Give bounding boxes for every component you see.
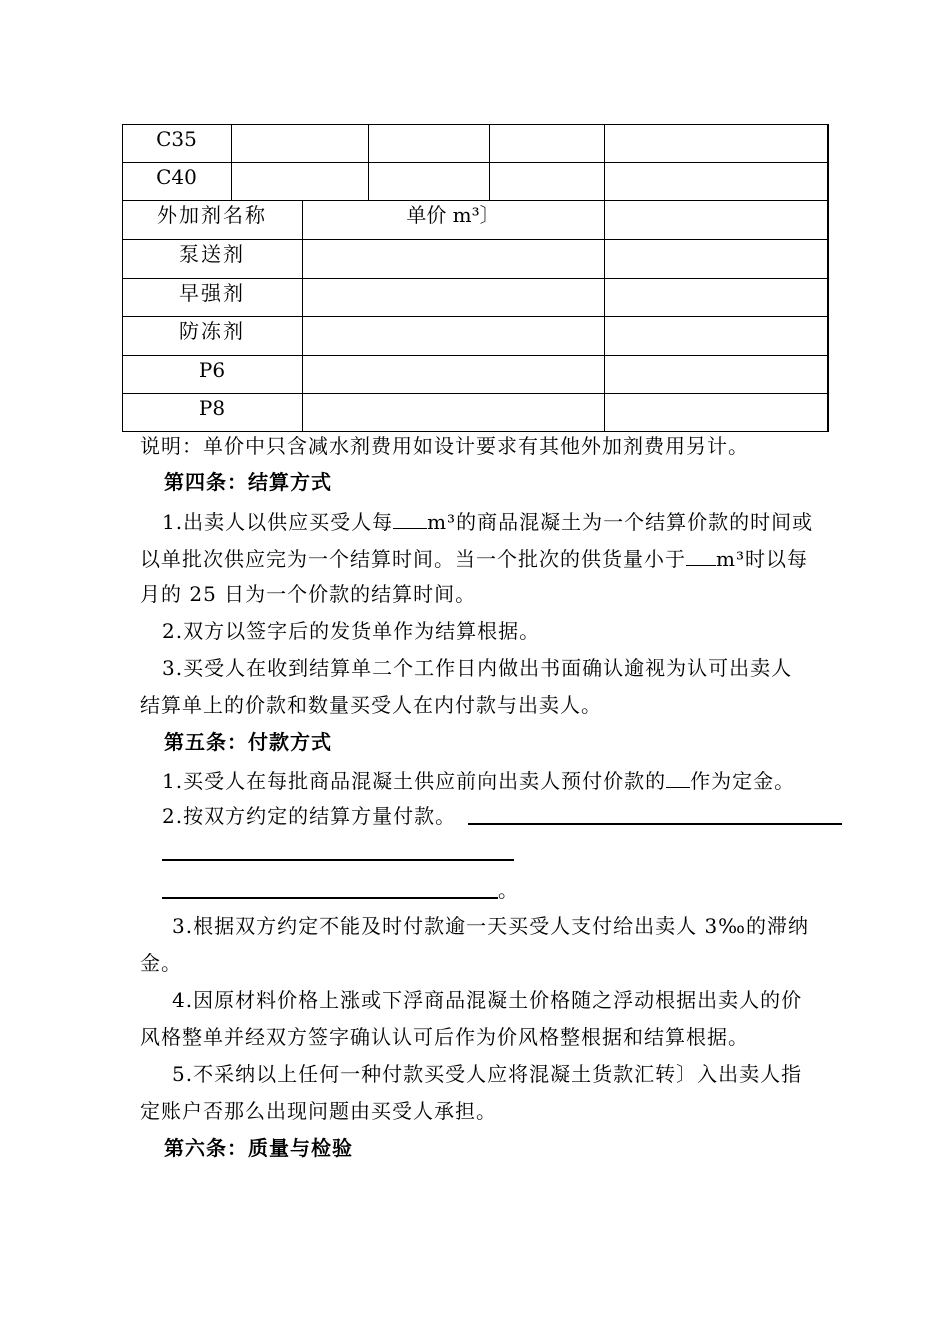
article4-title: 第四条：结算方式 xyxy=(164,470,332,494)
table-rule xyxy=(604,124,605,432)
article5-p3-line1: 3.根据双方约定不能及时付款逾一天买受人支付给出卖人 3‰的滞纳 xyxy=(172,914,809,938)
article5-p4-line1: 4.因原材料价格上涨或下浮商品混凝土价格随之浮动根据出卖人的价 xyxy=(172,988,803,1012)
article4-p1-line1 xyxy=(162,508,813,534)
table-rule xyxy=(122,431,829,432)
additive-cell: P8 xyxy=(198,396,226,420)
table-rule xyxy=(122,393,829,394)
additive-cell: 早强剂 xyxy=(179,281,245,305)
text-segment: 作为定金。 xyxy=(690,769,796,793)
article5-p5-line2: 定账户否那么出现问题由买受人承担。 xyxy=(140,1099,497,1123)
article5-title: 第五条：付款方式 xyxy=(164,730,332,754)
additive-header: 外加剂名称 xyxy=(157,203,267,227)
blank-field[interactable] xyxy=(393,508,427,529)
grade-cell: C35 xyxy=(156,127,197,151)
article4-p3-line1: 3.买受人在收到结算单二个工作日内做出书面确认逾视为认可出卖人 xyxy=(162,656,793,680)
article5-p2-end: 。 xyxy=(498,878,519,902)
table-note: 说明：单价中只含减水剂费用如设计要求有其他外加剂费用另计。 xyxy=(140,434,749,458)
table-rule xyxy=(122,200,829,201)
table-rule xyxy=(489,124,490,201)
additive-cell: 防冻剂 xyxy=(179,319,245,343)
article4-p1-line2 xyxy=(140,545,808,571)
text-segment: 1.买受人在每批商品混凝土供应前向出卖人预付价款的 xyxy=(162,769,667,793)
table-rule xyxy=(122,162,829,163)
additive-cell: 泵送剂 xyxy=(179,242,245,266)
fill-line[interactable] xyxy=(162,897,498,899)
article5-p4-line2: 风格整单并经双方签字确认认可后作为价风格整根据和结算根据。 xyxy=(140,1025,749,1049)
additive-cell: P6 xyxy=(198,358,226,382)
price-header: 单价 m³〕 xyxy=(406,203,500,227)
article5-p3-line2: 金。 xyxy=(140,951,182,975)
table-rule xyxy=(122,278,829,279)
table-rule xyxy=(368,124,369,201)
article5-p1 xyxy=(162,767,795,793)
table-rule xyxy=(122,316,829,317)
table-rule xyxy=(122,239,829,240)
text-segment: 以单批次供应完为一个结算时间。当一个批次的供货量小于 xyxy=(140,547,686,571)
blank-field[interactable] xyxy=(686,545,716,566)
article4-p2: 2.双方以签字后的发货单作为结算根据。 xyxy=(162,619,541,643)
table-rule xyxy=(231,124,232,201)
text-segment: m³时以每 xyxy=(716,547,808,571)
article5-p2: 2.按双方约定的结算方量付款。 xyxy=(162,804,457,828)
fill-line[interactable] xyxy=(162,859,514,861)
table-rule xyxy=(827,124,829,432)
fill-line[interactable] xyxy=(468,823,842,825)
text-segment: m³的商品混凝土为一个结算价款的时间或 xyxy=(427,510,814,534)
article4-p3-line2: 结算单上的价款和数量买受人在内付款与出卖人。 xyxy=(140,693,602,717)
table-rule xyxy=(122,355,829,356)
blank-field[interactable] xyxy=(666,767,690,788)
grade-cell: C40 xyxy=(156,165,197,189)
table-rule xyxy=(302,200,303,432)
text-segment: 1.出卖人以供应买受人每 xyxy=(162,510,394,534)
table-rule xyxy=(122,124,829,125)
article4-p1-line3: 月的 25 日为一个价款的结算时间。 xyxy=(140,582,477,606)
article5-p5-line1: 5.不采纳以上任何一种付款买受人应将混凝土货款汇转〕入出卖人指 xyxy=(172,1062,803,1086)
article6-title: 第六条：质量与检验 xyxy=(164,1136,353,1160)
